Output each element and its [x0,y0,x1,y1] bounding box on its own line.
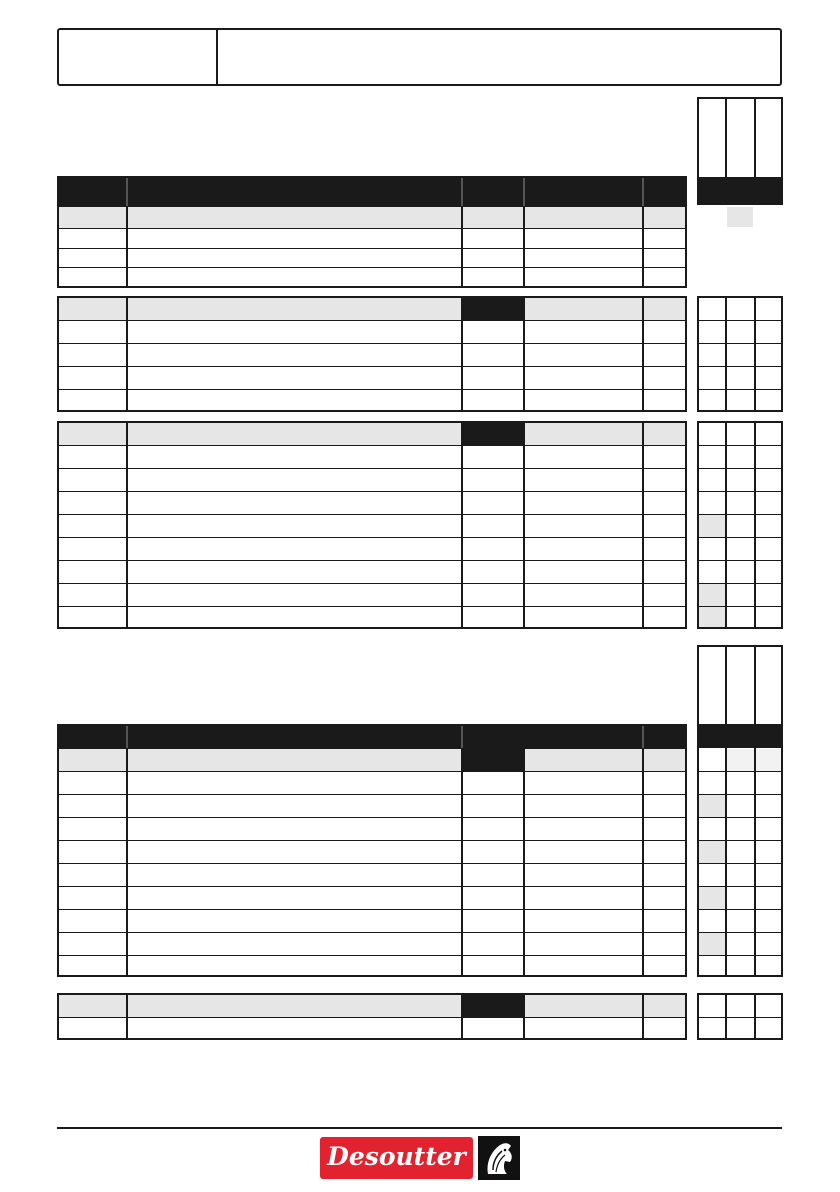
document-header-box [57,28,782,86]
table-row [59,561,685,584]
table-row [59,887,685,910]
table-row [59,1018,685,1038]
vertical-column-headers-2 [697,645,783,725]
table-row [59,956,685,975]
table-row [59,607,685,627]
table-row [59,249,685,268]
table-row [59,515,685,538]
vertical-header-bar-1 [697,177,783,205]
side-check-grid-4 [697,724,783,977]
vertical-column-headers-1 [697,97,783,177]
table-row [59,864,685,887]
table-5 [57,993,687,1040]
table-row [59,492,685,515]
table-header-row [59,298,685,321]
table-header-row [59,423,685,446]
table-row [59,795,685,818]
table-1 [57,176,687,288]
table-row [59,446,685,469]
table-2 [57,296,687,412]
table-row [59,749,685,772]
desoutter-logo [320,1137,473,1179]
logo-wordmark: Desoutter [327,1142,466,1171]
table-header-row [59,726,685,749]
table-row [59,772,685,795]
table-row [59,390,685,410]
table-row [59,933,685,956]
side-check-grid-5 [697,993,783,1040]
table-row [59,584,685,607]
footer-rule [57,1127,782,1129]
horse-head-icon [478,1136,520,1180]
table-row [59,344,685,367]
table-row [59,268,685,286]
table-row [59,321,685,344]
side-check-grid-2 [697,296,783,412]
table-row [59,910,685,933]
table-header-row [59,995,685,1018]
table-row [59,229,685,249]
table-row [59,841,685,864]
table-3 [57,421,687,629]
shaded-cell [727,207,753,227]
table-row [59,367,685,390]
table-row [59,538,685,561]
table-4 [57,724,687,977]
header-divider [216,30,218,84]
table-row [59,818,685,841]
side-check-grid-3 [697,421,783,629]
table-header-row [59,178,685,207]
table-row [59,207,685,229]
table-row [59,469,685,492]
